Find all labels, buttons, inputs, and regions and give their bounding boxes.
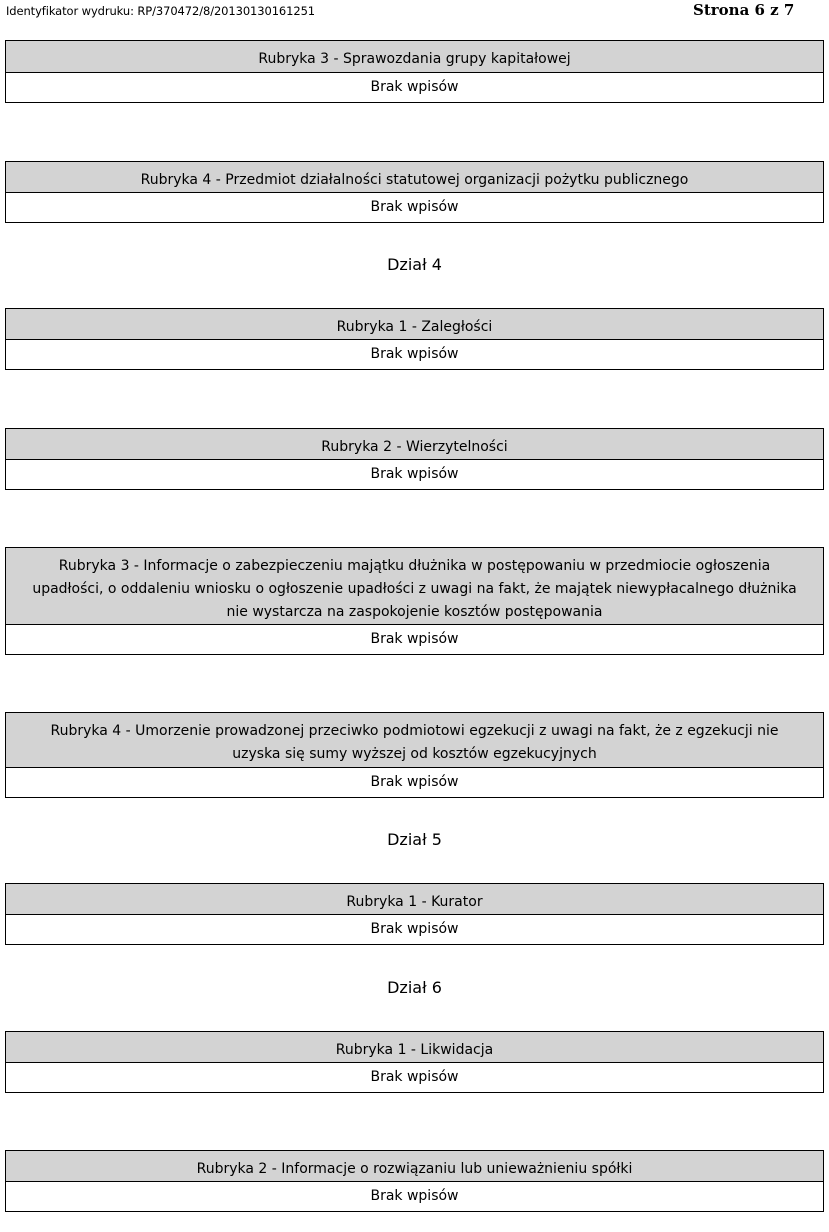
section-heading: Dział 5 xyxy=(387,830,442,849)
rubryka-box xyxy=(5,428,824,490)
rubryka-box xyxy=(5,308,824,370)
rubryka-content: Brak wpisów xyxy=(370,199,459,215)
print-identifier: Identyfikator wydruku: RP/370472/8/20130130161251 xyxy=(6,4,315,18)
rubryka-title: Rubryka 4 - Przedmiot działalności statutowej organizacji pożytku publicznego xyxy=(6,162,823,193)
section-heading: Dział 4 xyxy=(387,255,442,274)
rubryka-title: Rubryka 1 - Likwidacja xyxy=(6,1032,823,1063)
rubryka-title: Rubryka 2 - Informacje o rozwiązaniu lub unieważnieniu spółki xyxy=(6,1151,823,1182)
rubryka-box xyxy=(5,1150,824,1212)
page-number: Strona 6 z 7 xyxy=(693,1,795,19)
rubryka-content: Brak wpisów xyxy=(370,1069,459,1085)
rubryka-content: Brak wpisów xyxy=(370,631,459,647)
rubryka-box xyxy=(5,547,824,655)
rubryka-box xyxy=(5,40,824,103)
rubryka-content: Brak wpisów xyxy=(370,466,459,482)
rubryka-title: Rubryka 3 - Informacje o zabezpieczeniu majątku dłużnika w postępowaniu w przedmiocie ogłoszenia upadłości, o oddaleniu wniosku o ogłoszenie upadłości z uwagi na fakt, że majątek niewypłacalnego dłużnika nie wystarcza na zaspokojenie kosztów postępowania xyxy=(6,548,823,625)
rubryka-content: Brak wpisów xyxy=(370,921,459,937)
rubryka-title: Rubryka 1 - Kurator xyxy=(6,884,823,915)
rubryka-content: Brak wpisów xyxy=(370,1188,459,1204)
rubryka-content: Brak wpisów xyxy=(370,346,459,362)
rubryka-box xyxy=(5,1031,824,1093)
rubryka-title: Rubryka 3 - Sprawozdania grupy kapitałowej xyxy=(6,41,823,73)
rubryka-content: Brak wpisów xyxy=(370,79,459,95)
rubryka-title: Rubryka 4 - Umorzenie prowadzonej przeciwko podmiotowi egzekucji z uwagi na fakt, że z egzekucji nie uzyska się sumy wyższej od kosztów egzekucyjnych xyxy=(6,713,823,768)
rubryka-title: Rubryka 1 - Zaległości xyxy=(6,309,823,340)
rubryka-box xyxy=(5,161,824,223)
rubryka-content: Brak wpisów xyxy=(370,774,459,790)
section-heading: Dział 6 xyxy=(387,978,442,997)
rubryka-box xyxy=(5,883,824,945)
rubryka-box xyxy=(5,712,824,798)
rubryka-title: Rubryka 2 - Wierzytelności xyxy=(6,429,823,460)
